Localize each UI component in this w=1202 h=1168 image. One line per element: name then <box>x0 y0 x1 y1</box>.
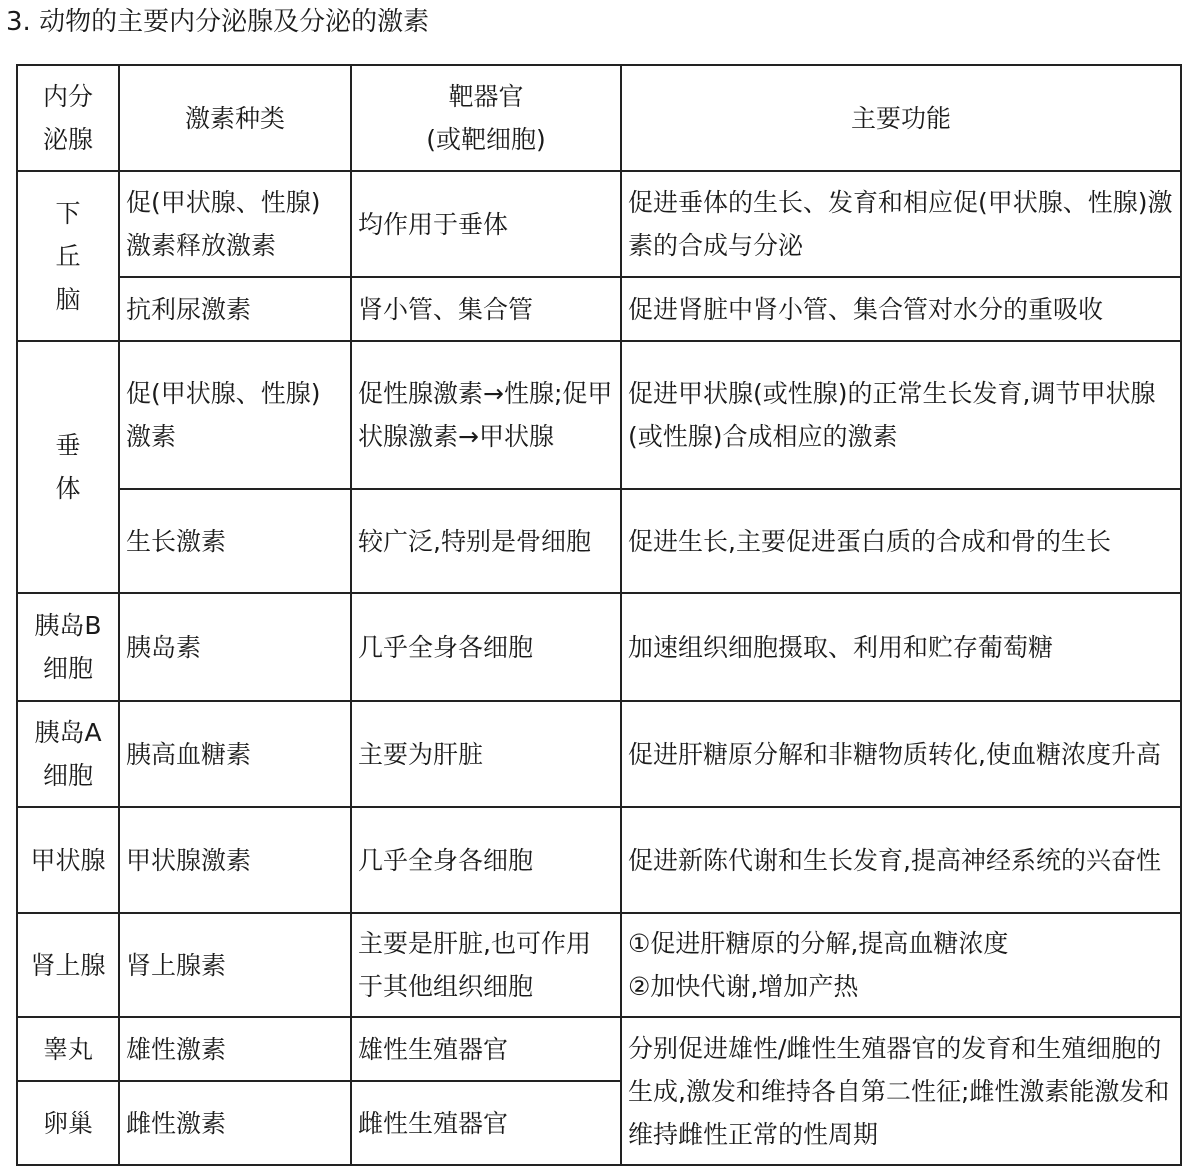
hormone-cell: 生长激素 <box>119 489 351 593</box>
gland-cell: 睾丸 <box>17 1017 119 1081</box>
target-cell: 几乎全身各细胞 <box>351 807 621 913</box>
hormone-cell: 雄性激素 <box>119 1017 351 1081</box>
function-cell: 分别促进雄性/雌性生殖器官的发育和生殖细胞的生成,激发和维持各自第二性征;雌性激素能激发和维持雌性正常的性周期 <box>621 1017 1181 1165</box>
hormone-cell: 促(甲状腺、性腺)激素释放激素 <box>119 171 351 277</box>
endocrine-glands-table <box>16 64 1182 1166</box>
gland-cell <box>17 171 119 341</box>
target-cell: 主要为肝脏 <box>351 701 621 807</box>
function-cell <box>621 913 1181 1017</box>
table-row <box>17 341 1181 489</box>
function-line-2: ②加快代谢,增加产热 <box>628 972 859 1001</box>
section-heading: 3. 动物的主要内分泌腺及分泌的激素 <box>6 7 430 37</box>
table-row <box>17 171 1181 277</box>
header-gland-line1: 内分 <box>42 82 93 111</box>
hormone-cell: 抗利尿激素 <box>119 277 351 341</box>
header-gland <box>17 65 119 171</box>
gland-pituitary-text: 垂体 <box>55 431 81 503</box>
function-cell: 促进新陈代谢和生长发育,提高神经系统的兴奋性 <box>621 807 1181 913</box>
target-cell: 肾小管、集合管 <box>351 277 621 341</box>
hormone-cell: 胰高血糖素 <box>119 701 351 807</box>
gland-cell: 卵巢 <box>17 1081 119 1165</box>
table-row <box>17 489 1181 593</box>
hormone-cell: 促(甲状腺、性腺)激素 <box>119 341 351 489</box>
gland-cell: 胰岛B细胞 <box>17 593 119 701</box>
header-target-line1: 靶器官 <box>448 82 524 111</box>
table-row <box>17 277 1181 341</box>
target-cell: 均作用于垂体 <box>351 171 621 277</box>
gland-cell: 甲状腺 <box>17 807 119 913</box>
function-cell: 促进甲状腺(或性腺)的正常生长发育,调节甲状腺(或性腺)合成相应的激素 <box>621 341 1181 489</box>
function-line-1: ①促进肝糖原的分解,提高血糖浓度 <box>628 929 1009 958</box>
gland-cell: 胰岛A细胞 <box>17 701 119 807</box>
function-cell: 促进垂体的生长、发育和相应促(甲状腺、性腺)激素的合成与分泌 <box>621 171 1181 277</box>
function-cell: 促进生长,主要促进蛋白质的合成和骨的生长 <box>621 489 1181 593</box>
gland-hypothalamus-text: 下丘脑 <box>55 198 81 314</box>
header-function: 主要功能 <box>621 65 1181 171</box>
hormone-cell: 甲状腺激素 <box>119 807 351 913</box>
target-cell: 雌性生殖器官 <box>351 1081 621 1165</box>
table-row <box>17 593 1181 701</box>
table-row <box>17 1017 1181 1081</box>
target-cell: 几乎全身各细胞 <box>351 593 621 701</box>
target-cell: 较广泛,特别是骨细胞 <box>351 489 621 593</box>
table-row <box>17 913 1181 1017</box>
hormone-cell: 胰岛素 <box>119 593 351 701</box>
table-row <box>17 807 1181 913</box>
header-hormone: 激素种类 <box>119 65 351 171</box>
target-cell: 主要是肝脏,也可作用于其他组织细胞 <box>351 913 621 1017</box>
target-cell: 雄性生殖器官 <box>351 1017 621 1081</box>
hormone-cell: 肾上腺素 <box>119 913 351 1017</box>
function-cell: 促进肝糖原分解和非糖物质转化,使血糖浓度升高 <box>621 701 1181 807</box>
target-cell: 促性腺激素→性腺;促甲状腺激素→甲状腺 <box>351 341 621 489</box>
header-target-line2: (或靶细胞) <box>426 125 546 154</box>
header-target <box>351 65 621 171</box>
table-row <box>17 701 1181 807</box>
gland-cell: 肾上腺 <box>17 913 119 1017</box>
hormone-cell: 雌性激素 <box>119 1081 351 1165</box>
function-cell: 加速组织细胞摄取、利用和贮存葡萄糖 <box>621 593 1181 701</box>
gland-cell <box>17 341 119 593</box>
table-header-row <box>17 65 1181 171</box>
header-gland-line2: 泌腺 <box>42 125 93 154</box>
function-cell: 促进肾脏中肾小管、集合管对水分的重吸收 <box>621 277 1181 341</box>
